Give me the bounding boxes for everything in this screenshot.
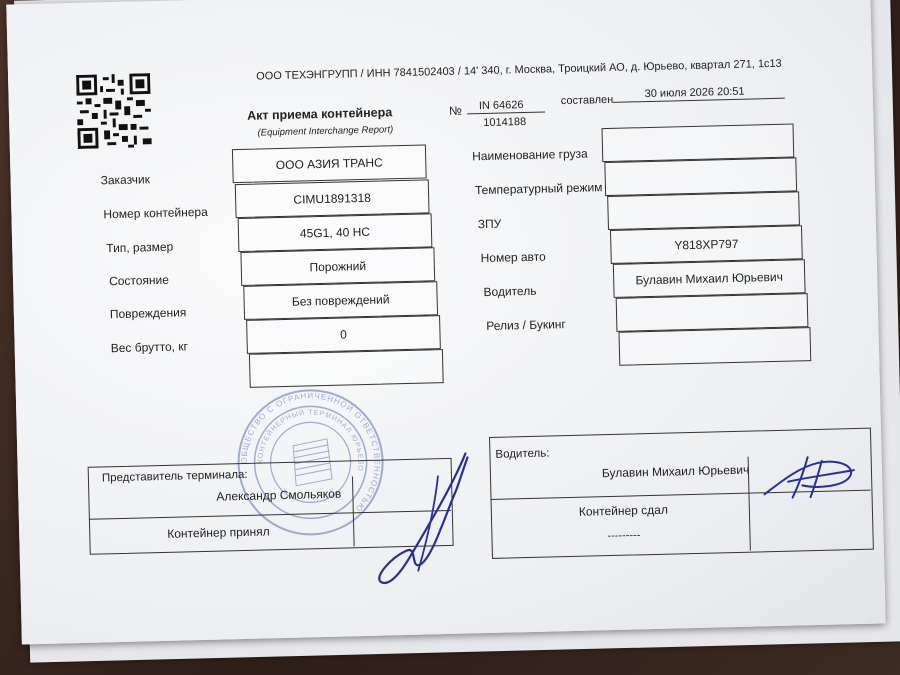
- driver-name: Булавин Михаил Юрьевич: [601, 462, 750, 481]
- label-type-size: Тип, размер: [106, 239, 174, 256]
- terminal-rep-label: Представитель терминала:: [101, 468, 248, 485]
- label-release-booking: Релиз / Букинг: [486, 317, 566, 334]
- terminal-signature: [367, 445, 481, 594]
- composed-date: 30 июля 2026 20:51: [644, 85, 745, 101]
- label-gross-weight: Вес брутто, кг: [110, 339, 189, 356]
- field-release-booking: [616, 293, 809, 332]
- field-condition: Порожний: [240, 247, 435, 286]
- document-title: Акт приема контейнера: [246, 105, 393, 123]
- number-value: IN 64626: [478, 99, 524, 113]
- field-damage: Без повреждений: [243, 281, 438, 320]
- field-temperature: [604, 157, 797, 196]
- field-gross-weight: 0: [246, 315, 441, 354]
- number-label: №: [448, 103, 463, 118]
- label-driver: Водитель: [483, 283, 537, 300]
- svg-text:ОБЩЕСТВО С ОГРАНИЧЕННОЙ ОТВЕТС: ОБЩЕСТВО С ОГРАНИЧЕННОЙ ОТВЕТСТВЕННОСТЬЮ: [239, 391, 382, 514]
- label-damage: Повреждения: [109, 305, 187, 322]
- document-subtitle: (Equipment Interchange Report): [257, 124, 394, 139]
- driver-dashes: ---------: [607, 529, 641, 543]
- label-container-number: Номер контейнера: [103, 204, 208, 222]
- number-sub: 1014188: [483, 115, 527, 130]
- field-driver: Булавин Михаил Юрьевич: [613, 259, 806, 298]
- field-customer: ООО АЗИЯ ТРАНС: [232, 144, 427, 183]
- driver-handed-label: Контейнер сдал: [578, 502, 669, 519]
- driver-label: Водитель:: [495, 447, 550, 461]
- composed-label: составлен: [560, 93, 614, 108]
- label-seal: ЗПУ: [477, 216, 502, 232]
- label-temperature: Температурный режим: [474, 180, 603, 198]
- field-vehicle-number: Y818XP797: [610, 225, 803, 264]
- company-header: ООО ТЕХЭНГРУПП / ИНН 7841502403 / 14' 340, г. Москва, Троицкий АО, д. Юрьево, квартал 271, 1с13: [255, 57, 782, 83]
- field-seal: [607, 191, 800, 230]
- document-sheet: [6, 0, 885, 644]
- terminal-accepted-label: Контейнер принял: [167, 524, 270, 541]
- qr-code: [76, 73, 152, 149]
- label-vehicle-number: Номер авто: [480, 249, 546, 266]
- terminal-rep-name: Александр Смольяков: [216, 486, 342, 504]
- driver-signature: [758, 452, 869, 505]
- svg-text:КОНТЕЙНЕРНЫЙ ТЕРМИНАЛ ЮРЬЕВО: КОНТЕЙНЕРНЫЙ ТЕРМИНАЛ ЮРЬЕВО: [257, 409, 364, 473]
- field-type-size: 45G1, 40 HC: [238, 213, 433, 252]
- field-cargo-name: [602, 123, 795, 162]
- label-condition: Состояние: [108, 272, 170, 289]
- label-customer: Заказчик: [100, 172, 151, 188]
- field-container-number: CIMU1891318: [235, 179, 430, 218]
- field-left-extra: [249, 349, 444, 388]
- label-cargo-name: Наименование груза: [471, 146, 588, 164]
- field-right-extra: [618, 327, 811, 366]
